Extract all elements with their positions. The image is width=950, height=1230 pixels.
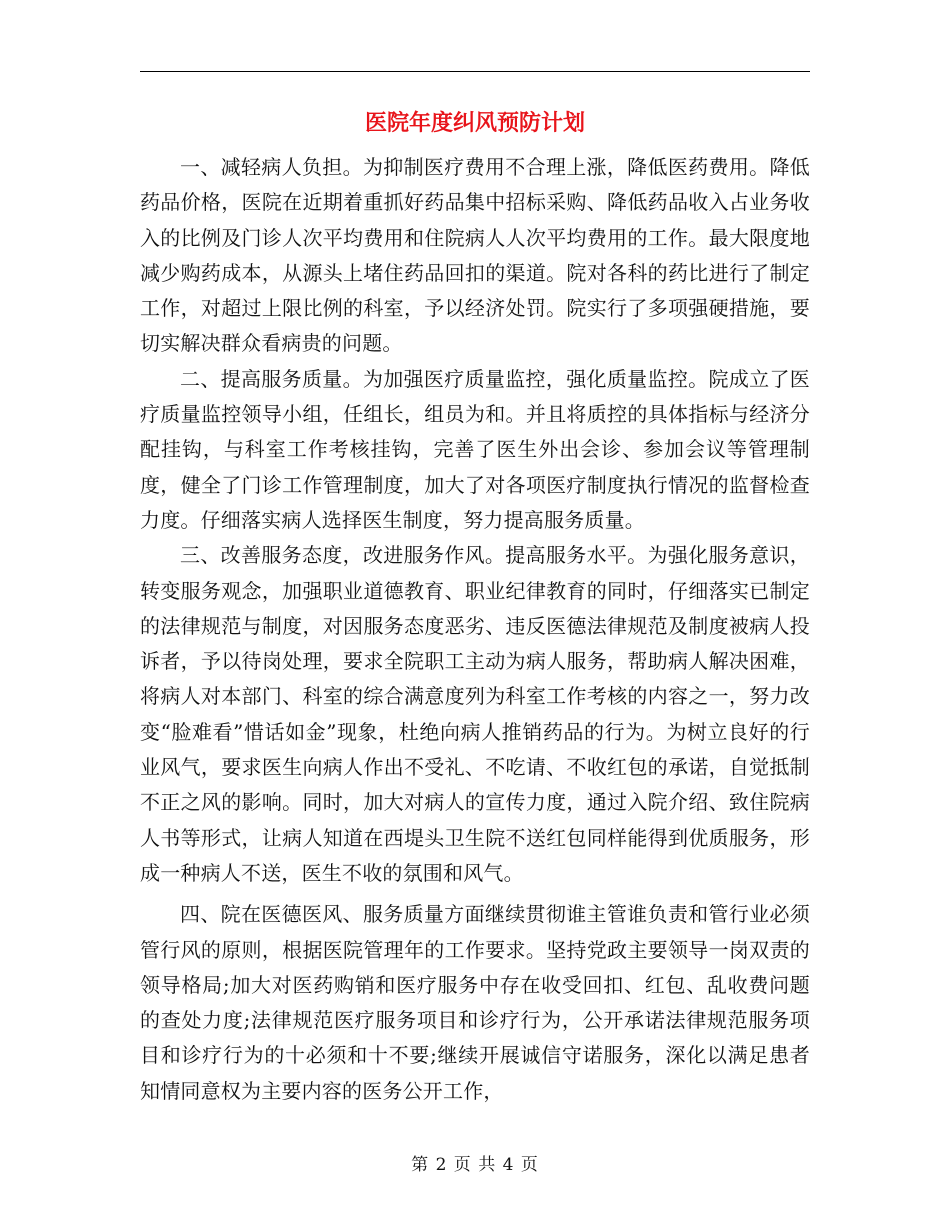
document-body xyxy=(140,150,810,1109)
document-title: 医院年度纠风预防计划 xyxy=(364,110,585,136)
paragraph-4: 四、院在医德医风、服务质量方面继续贯彻谁主管谁负责和管行业必须管行风的原则，根据医院管理年的工作要求。坚持党政主要领导一岗双责的领导格局;加大对医药购销和医疗服务中存在收受回扣、红包、乱收费问题的查处力度;法律规范医疗服务项目和诊疗行为，公开承诺法律规范服务项目和诊疗行为的十必须和十不要;继续开展诚信守诺服务，深化以满足患者知情同意权为主要内容的医务公开工作， xyxy=(140,902,810,1103)
paragraph-1: 一、减轻病人负担。为抑制医疗费用不合理上涨，降低医药费用。降低药品价格，医院在近期着重抓好药品集中招标采购、降低药品收入占业务收入的比例及门诊人次平均费用和住院病人人次平均费用的工作。最大限度地减少购药成本，从源头上堵住药品回扣的渠道。院对各科的药比进行了制定工作，对超过上限比例的科室，予以经济处罚。院实行了多项强硬措施，要切实解决群众看病贵的问题。 xyxy=(140,155,810,356)
paragraph-3: 三、改善服务态度，改进服务作风。提高服务水平。为强化服务意识，转变服务观念，加强职业道德教育、职业纪律教育的同时，仔细落实已制定的法律规范与制度，对因服务态度恶劣、违反医德法律规范及制度被病人投诉者，予以待岗处理，要求全院职工主动为病人服务，帮助病人解决困难，将病人对本部门、科室的综合满意度列为科室工作考核的内容之一，努力改变“脸难看”惜话如金”现象，杜绝向病人推销药品的行为。为树立良好的行业风气，要求医生向病人作出不受礼、不吃请、不收红包的承诺，自觉抵制不正之风的影响。同时，加大对病人的宣传力度，通过入院介绍、致住院病人书等形式，让病人知道在西堤头卫生院不送红包同样能得到优质服务，形成一种病人不送，医生不收的氛围和风气。 xyxy=(140,543,810,885)
paragraph-2: 二、提高服务质量。为加强医疗质量监控，强化质量监控。院成立了医疗质量监控领导小组，任组长，组员为和。并且将质控的具体指标与经济分配挂钩，与科室工作考核挂钩，完善了医生外出会诊、参加会议等管理制度，健全了门诊工作管理制度，加大了对各项医疗制度执行情况的监督检查力度。仔细落实病人选择医生制度，努力提高服务质量。 xyxy=(140,366,810,532)
page-number-footer: 第 2 页 共 4 页 xyxy=(411,1155,539,1175)
header-rule xyxy=(140,71,810,72)
